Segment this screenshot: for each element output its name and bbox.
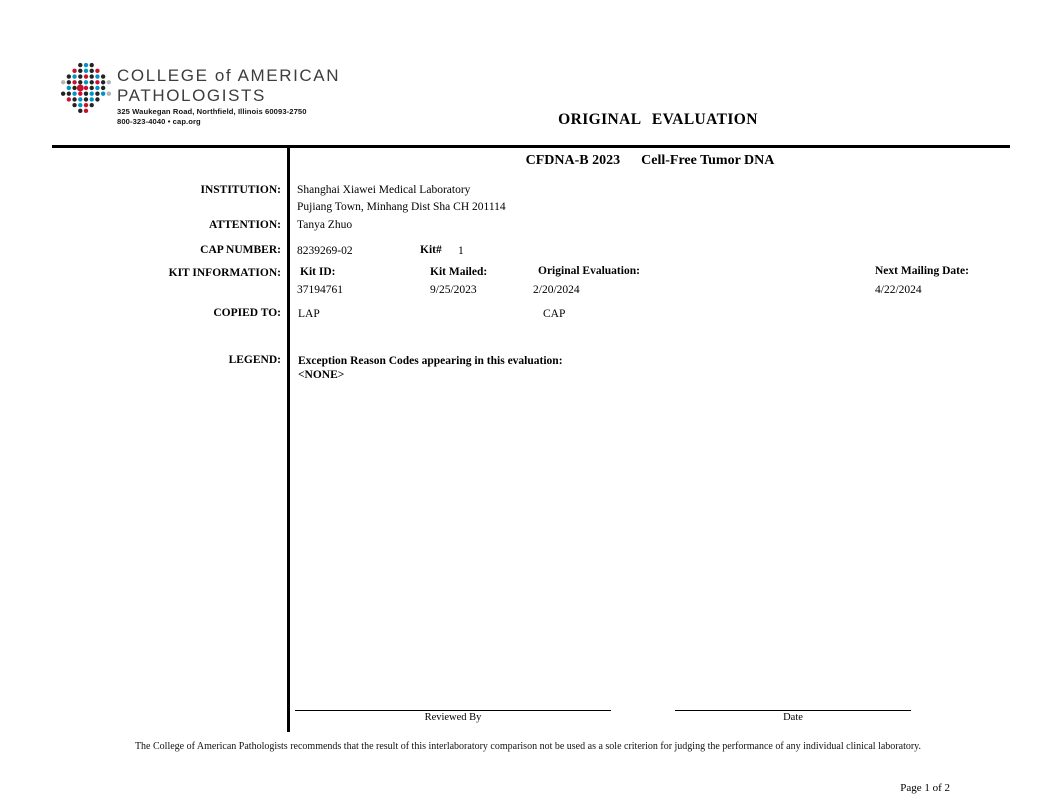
logo-phone-web: 800-323-4040 • cap.org <box>117 117 201 126</box>
institution-name: Shanghai Xiawei Medical Laboratory <box>297 184 471 196</box>
cap-number-value: 8239269-02 <box>297 245 353 257</box>
kit-hash-value: 1 <box>458 245 464 257</box>
legend-label: LEGEND: <box>228 354 281 366</box>
institution-address: Pujiang Town, Minhang Dist Sha CH 201114 <box>297 201 506 213</box>
date-label: Date <box>783 712 803 723</box>
cap-number-label: CAP NUMBER: <box>200 244 281 256</box>
header-divider <box>52 145 1010 148</box>
original-evaluation-header: Original Evaluation: <box>538 265 640 277</box>
attention-label: ATTENTION: <box>209 219 281 231</box>
next-mailing-date-value: 4/22/2024 <box>875 284 922 296</box>
legend-text: Exception Reason Codes appearing in this evaluation: <box>298 355 563 367</box>
copied-to-label: COPIED TO: <box>213 307 281 319</box>
kit-id-header: Kit ID: <box>300 266 336 278</box>
date-line <box>675 710 911 711</box>
kit-mailed-header: Kit Mailed: <box>430 266 488 278</box>
program-code: CFDNA-B 2023 <box>525 153 621 168</box>
logo-address: 325 Waukegan Road, Northfield, Illinois 60093-2750 <box>117 107 307 116</box>
original-evaluation-value: 2/20/2024 <box>533 284 580 296</box>
cap-logo-icon <box>60 62 112 115</box>
page-number: Page 1 of 2 <box>900 782 950 794</box>
program-name: Cell-Free Tumor DNA <box>641 153 775 168</box>
copied-to-value-2: CAP <box>543 308 566 320</box>
institution-label: INSTITUTION: <box>200 184 281 196</box>
kit-hash-label: Kit# <box>420 244 442 256</box>
logo-name-line1: COLLEGE of AMERICAN <box>117 66 341 85</box>
copied-to-value-1: LAP <box>298 308 320 320</box>
kit-information-label: KIT INFORMATION: <box>168 267 281 279</box>
logo-name-line2: PATHOLOGISTS <box>117 86 266 105</box>
kit-id-value: 37194761 <box>297 284 343 296</box>
program-title <box>290 153 1010 169</box>
kit-mailed-value: 9/25/2023 <box>430 284 477 296</box>
reviewed-by-label: Reviewed By <box>424 712 482 723</box>
evaluation-title: ORIGINAL EVALUATION <box>558 111 758 128</box>
legend-value: <NONE> <box>298 369 345 381</box>
attention-name: Tanya Zhuo <box>297 219 353 231</box>
reviewed-by-line <box>295 710 611 711</box>
footer-disclaimer: The College of American Pathologists recommends that the result of this interlaboratory comparison not be used as a sole criterion for judging the performance of any individual clinical laboratory. <box>134 741 922 752</box>
label-column-divider <box>287 145 290 732</box>
next-mailing-date-header: Next Mailing Date: <box>875 265 969 277</box>
